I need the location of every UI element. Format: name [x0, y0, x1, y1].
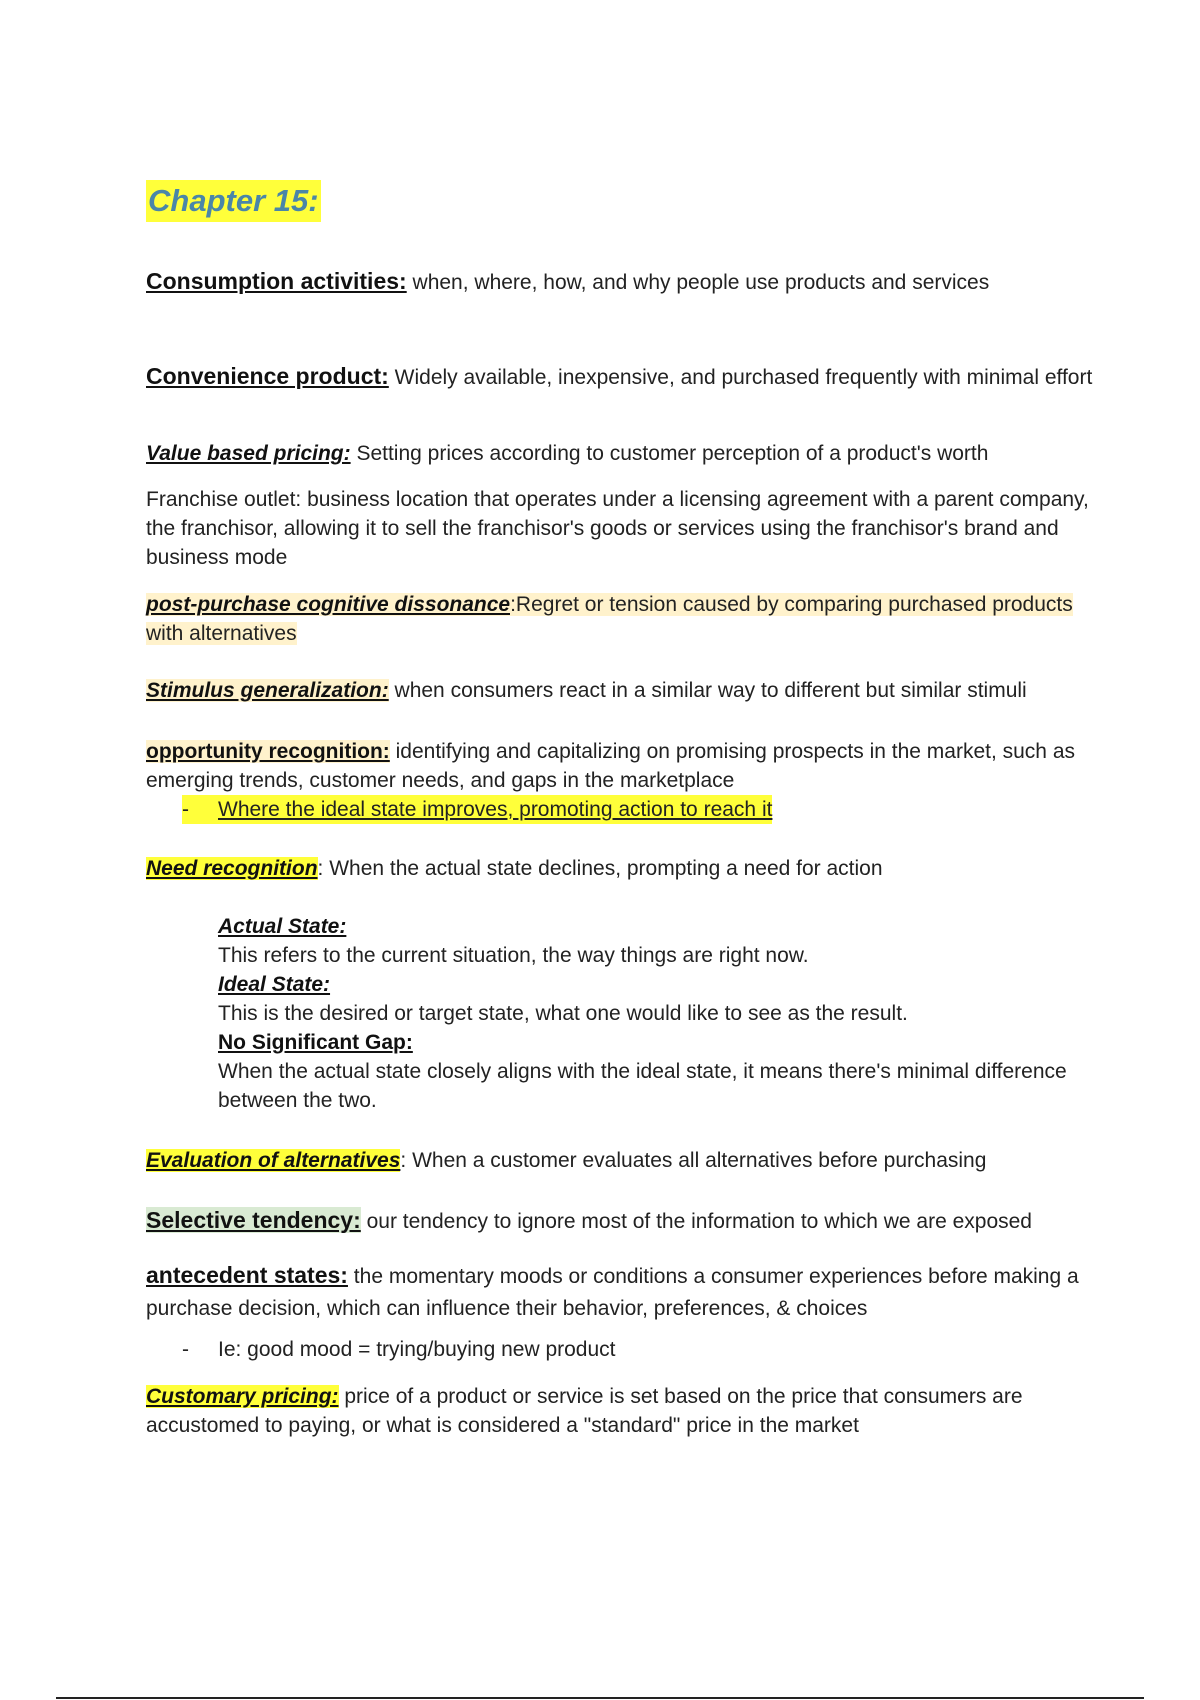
no-gap-term: No Significant Gap:: [218, 1031, 413, 1054]
definition: : When the actual state declines, prompting a need for action: [317, 857, 883, 880]
dash-marker: -: [182, 1338, 189, 1361]
term: Selective tendency:: [146, 1207, 361, 1233]
term: Stimulus generalization:: [146, 679, 389, 702]
entry-antecedent-states: [146, 1259, 1096, 1325]
entry-customary-pricing: [146, 1382, 1096, 1440]
entry-evaluation-of-alternatives: [146, 1146, 1096, 1175]
definition: identifying and capitalizing on promising prospects in the market, such as emerging trends, customer needs, and gaps in the marketplace: [146, 740, 1075, 792]
entry-opportunity-recognition: [146, 737, 1096, 795]
bullet-ideal-state: [182, 795, 772, 824]
no-gap-def: When the actual state closely aligns with the ideal state, it means there's minimal difference between the two.: [218, 1060, 1067, 1112]
term: opportunity recognition:: [146, 740, 390, 763]
entry-convenience-product: [146, 362, 1096, 392]
definition: Setting prices according to customer perception of a product's worth: [350, 442, 989, 465]
bullet-text: Where the ideal state improves, promoting action to reach it: [218, 798, 773, 821]
definition: when, where, how, and why people use products and services: [406, 271, 990, 294]
definition: when consumers react in a similar way to different but similar stimuli: [388, 679, 1027, 702]
definition: : When a customer evaluates all alternatives before purchasing: [400, 1149, 987, 1172]
definition: price of a product or service is set based on the price that consumers are accustomed to paying, or what is considered a "standard" price in the market: [146, 1385, 1023, 1437]
definition: Widely available, inexpensive, and purchased frequently with minimal effort: [388, 366, 1093, 389]
term: antecedent states:: [146, 1262, 348, 1288]
actual-state-term: Actual State:: [218, 915, 347, 938]
states-block: [218, 912, 1078, 1115]
term: Consumption activities:: [146, 268, 407, 294]
term: Evaluation of alternatives: [146, 1149, 401, 1172]
dash-marker: -: [182, 798, 189, 821]
entry-consumption-activities: [146, 267, 1096, 297]
ideal-state-term: Ideal State:: [218, 973, 331, 996]
term: Value based pricing:: [146, 442, 351, 465]
actual-state-def: This refers to the current situation, the way things are right now.: [218, 944, 809, 967]
entry-value-based-pricing: [146, 439, 1096, 468]
definition: our tendency to ignore most of the information to which we are exposed: [360, 1210, 1032, 1233]
term: Convenience product:: [146, 363, 389, 389]
ideal-state-def: This is the desired or target state, what one would like to see as the result.: [218, 1002, 908, 1025]
chapter-title: Chapter 15:: [146, 180, 321, 222]
term: Need recognition: [146, 857, 318, 880]
term: post-purchase cognitive dissonance: [146, 593, 511, 616]
definition: :Regret or tension caused by comparing purchased products with alternatives: [146, 593, 1073, 645]
entry-stimulus-generalization: [146, 676, 1096, 705]
bullet-antecedent-example: [182, 1335, 616, 1364]
term: Customary pricing:: [146, 1385, 339, 1408]
entry-need-recognition: [146, 854, 1096, 883]
entry-post-purchase-dissonance: [146, 590, 1096, 648]
definition: the momentary moods or conditions a consumer experiences before making a purchase decision, which can influence their behavior, preferences, & choices: [146, 1265, 1079, 1320]
bullet-text: Ie: good mood = trying/buying new product: [218, 1338, 616, 1361]
page-divider: [56, 1697, 1144, 1699]
entry-franchise-outlet: Franchise outlet: business location that operates under a licensing agreement with a parent company, the franchisor, allowing it to sell the franchisor's goods or services using the franchisor's brand and business mode: [146, 488, 1089, 569]
entry-selective-tendency: [146, 1206, 1096, 1236]
